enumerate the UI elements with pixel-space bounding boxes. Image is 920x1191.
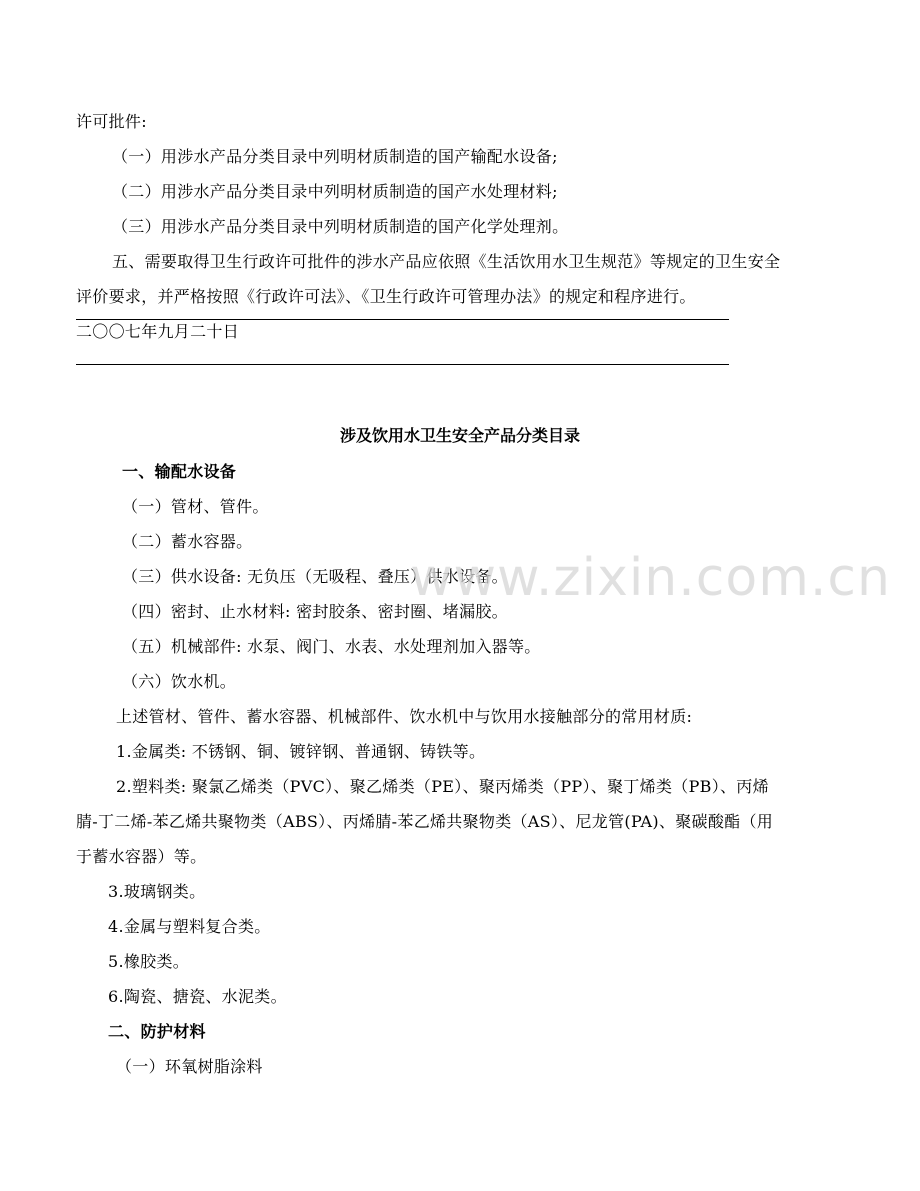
list-item: （四）密封、止水材料: 密封胶条、密封圈、堵漏胶。 xyxy=(122,602,508,621)
list-item: 4.金属与塑料复合类。 xyxy=(108,917,271,936)
paragraph-line: 腈-丁二烯-苯乙烯共聚物类（ABS）、丙烯腈-苯乙烯共聚物类（AS）、尼龙管(PA)、聚碳酸酯（用 xyxy=(76,812,774,831)
list-item: （三）供水设备: 无负压（无吸程、叠压）供水设备。 xyxy=(122,567,508,586)
list-item: 1.金属类: 不锈钢、铜、镀锌钢、普通钢、铸铁等。 xyxy=(116,742,486,761)
paragraph-line: 评价要求，并严格按照《行政许可法》、《卫生行政许可管理办法》的规定和程序进行。 xyxy=(76,287,696,306)
list-item: 6.陶瓷、搪瓷、水泥类。 xyxy=(108,987,287,1006)
paragraph-line: 五、需要取得卫生行政许可批件的涉水产品应依照《生活饮用水卫生规范》等规定的卫生安全 xyxy=(112,252,781,271)
list-item: （三）用涉水产品分类目录中列明材质制造的国产化学处理剂。 xyxy=(112,217,569,236)
list-item: （一）用涉水产品分类目录中列明材质制造的国产输配水设备; xyxy=(112,147,558,166)
list-item: 2.塑料类: 聚氯乙烯类（PVC）、聚乙烯类（PE）、聚丙烯类（PP）、聚丁烯类（PB）、丙烯 xyxy=(116,777,769,796)
list-item: （六）饮水机。 xyxy=(122,672,237,691)
list-item: （二）用涉水产品分类目录中列明材质制造的国产水处理材料; xyxy=(112,182,558,201)
watermark: www.zixin.com.cn xyxy=(410,548,891,608)
paragraph-line: 上述管材、管件、蓄水容器、机械部件、饮水机中与饮用水接触部分的常用材质: xyxy=(116,707,693,726)
list-item: （二）蓄水容器。 xyxy=(122,532,253,551)
section-heading: 二、防护材料 xyxy=(108,1022,206,1041)
list-item: （一）管材、管件。 xyxy=(122,497,269,516)
divider-top xyxy=(76,319,729,320)
list-item: 3.玻璃钢类。 xyxy=(108,882,206,901)
divider-bottom xyxy=(76,364,729,365)
list-item: （一）环氧树脂涂料 xyxy=(116,1057,263,1076)
paragraph-line: 于蓄水容器）等。 xyxy=(76,847,207,866)
paragraph-line: 许可批件: xyxy=(76,112,147,131)
document-date: 二〇〇七年九月二十日 xyxy=(76,322,240,341)
list-item: （五）机械部件: 水泵、阀门、水表、水处理剂加入器等。 xyxy=(122,637,541,656)
section-heading: 一、输配水设备 xyxy=(122,462,237,481)
list-item: 5.橡胶类。 xyxy=(108,952,190,971)
catalog-title: 涉及饮用水卫生安全产品分类目录 xyxy=(339,426,580,445)
